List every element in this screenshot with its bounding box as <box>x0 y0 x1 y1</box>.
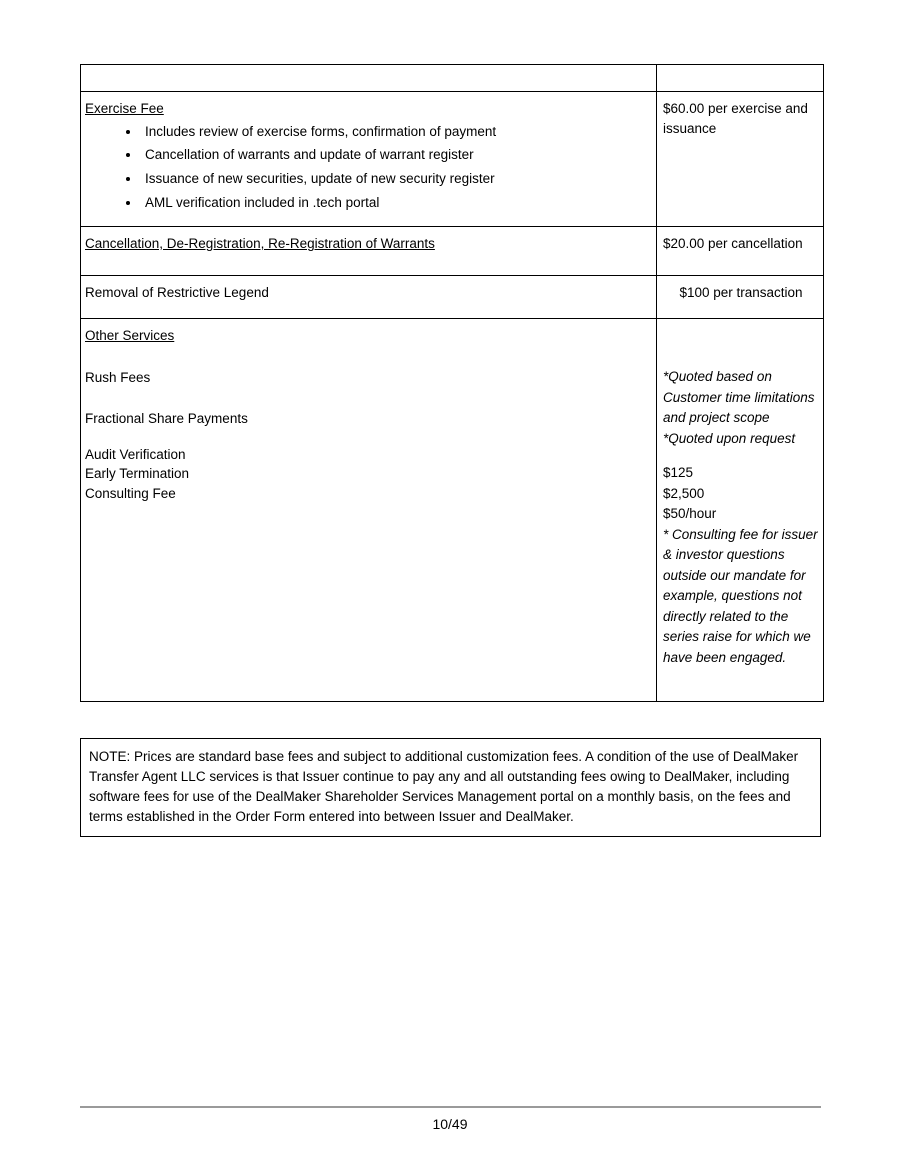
other-price-consulting: $50/hour <box>663 506 717 522</box>
header-cell-price <box>657 65 824 92</box>
table-row-exercise-fee <box>81 92 824 227</box>
cancellation-title: Cancellation, De-Registration, Re-Registration of Warrants <box>85 236 435 251</box>
other-price-quoted-scope: *Quoted based on Customer time limitations and project scope <box>663 369 815 426</box>
note-box: NOTE: Prices are standard base fees and subject to additional customization fees. A condition of the use of DealMaker Transfer Agent LLC services is that Issuer continue to pay any and all outstanding fees owing to DealMaker, including software fees for use of the DealMaker Shareholder Services Management portal on a monthly basis, on the fees and terms established in the Order Form entered into between Issuer and DealMaker. <box>80 738 821 837</box>
service-rush-fees: Rush Fees <box>85 369 151 385</box>
page-number: 10/49 <box>432 1116 468 1132</box>
exercise-fee-bullet-list <box>85 123 652 212</box>
list-item: • Includes review of exercise forms, confirmation of payment <box>141 123 652 141</box>
exercise-fee-title: Exercise Fee <box>85 101 164 116</box>
cell-cancellation-description <box>81 227 657 276</box>
cell-other-services-price <box>657 319 824 702</box>
service-fractional-share-payments: Fractional Share Payments <box>85 411 248 427</box>
footer-divider <box>80 1106 821 1108</box>
table-row-cancellation <box>81 227 824 276</box>
service-early-termination: Early Termination <box>85 466 190 482</box>
exercise-fee-price-text: $60.00 per exercise and issuance <box>663 101 808 136</box>
list-item: • Cancellation of warrants and update of warrant register <box>141 146 652 164</box>
cancellation-price-text: $20.00 per cancellation <box>663 236 803 251</box>
removal-legend-title: Removal of Restrictive Legend <box>85 285 269 300</box>
table-row-removal-legend <box>81 276 824 319</box>
service-consulting-fee: Consulting Fee <box>85 485 176 501</box>
cell-removal-description <box>81 276 657 319</box>
other-price-audit: $125 <box>663 465 694 481</box>
other-price-consulting-note: * Consulting fee for issuer & investor questions outside our mandate for example, questions not directly related to the series raise for which we have been engaged. <box>663 526 818 665</box>
service-audit-verification: Audit Verification <box>85 446 186 462</box>
list-item: • Issuance of new securities, update of new security register <box>141 170 652 188</box>
cell-other-services-description <box>81 319 657 702</box>
other-services-title: Other Services <box>85 328 175 343</box>
cell-exercise-fee-price <box>657 92 824 227</box>
cell-removal-price <box>657 276 824 319</box>
table-row-other-services <box>81 319 824 702</box>
other-price-quoted-request: *Quoted upon request <box>663 430 796 446</box>
other-price-early-termination: $2,500 <box>663 485 705 501</box>
cell-exercise-fee-description <box>81 92 657 227</box>
fee-schedule-table <box>80 64 824 702</box>
list-item: • AML verification included in .tech portal <box>141 194 652 212</box>
removal-legend-price-text: $100 per transaction <box>679 285 803 300</box>
table-row-header <box>81 65 824 92</box>
cell-cancellation-price <box>657 227 824 276</box>
header-cell-description <box>81 65 657 92</box>
